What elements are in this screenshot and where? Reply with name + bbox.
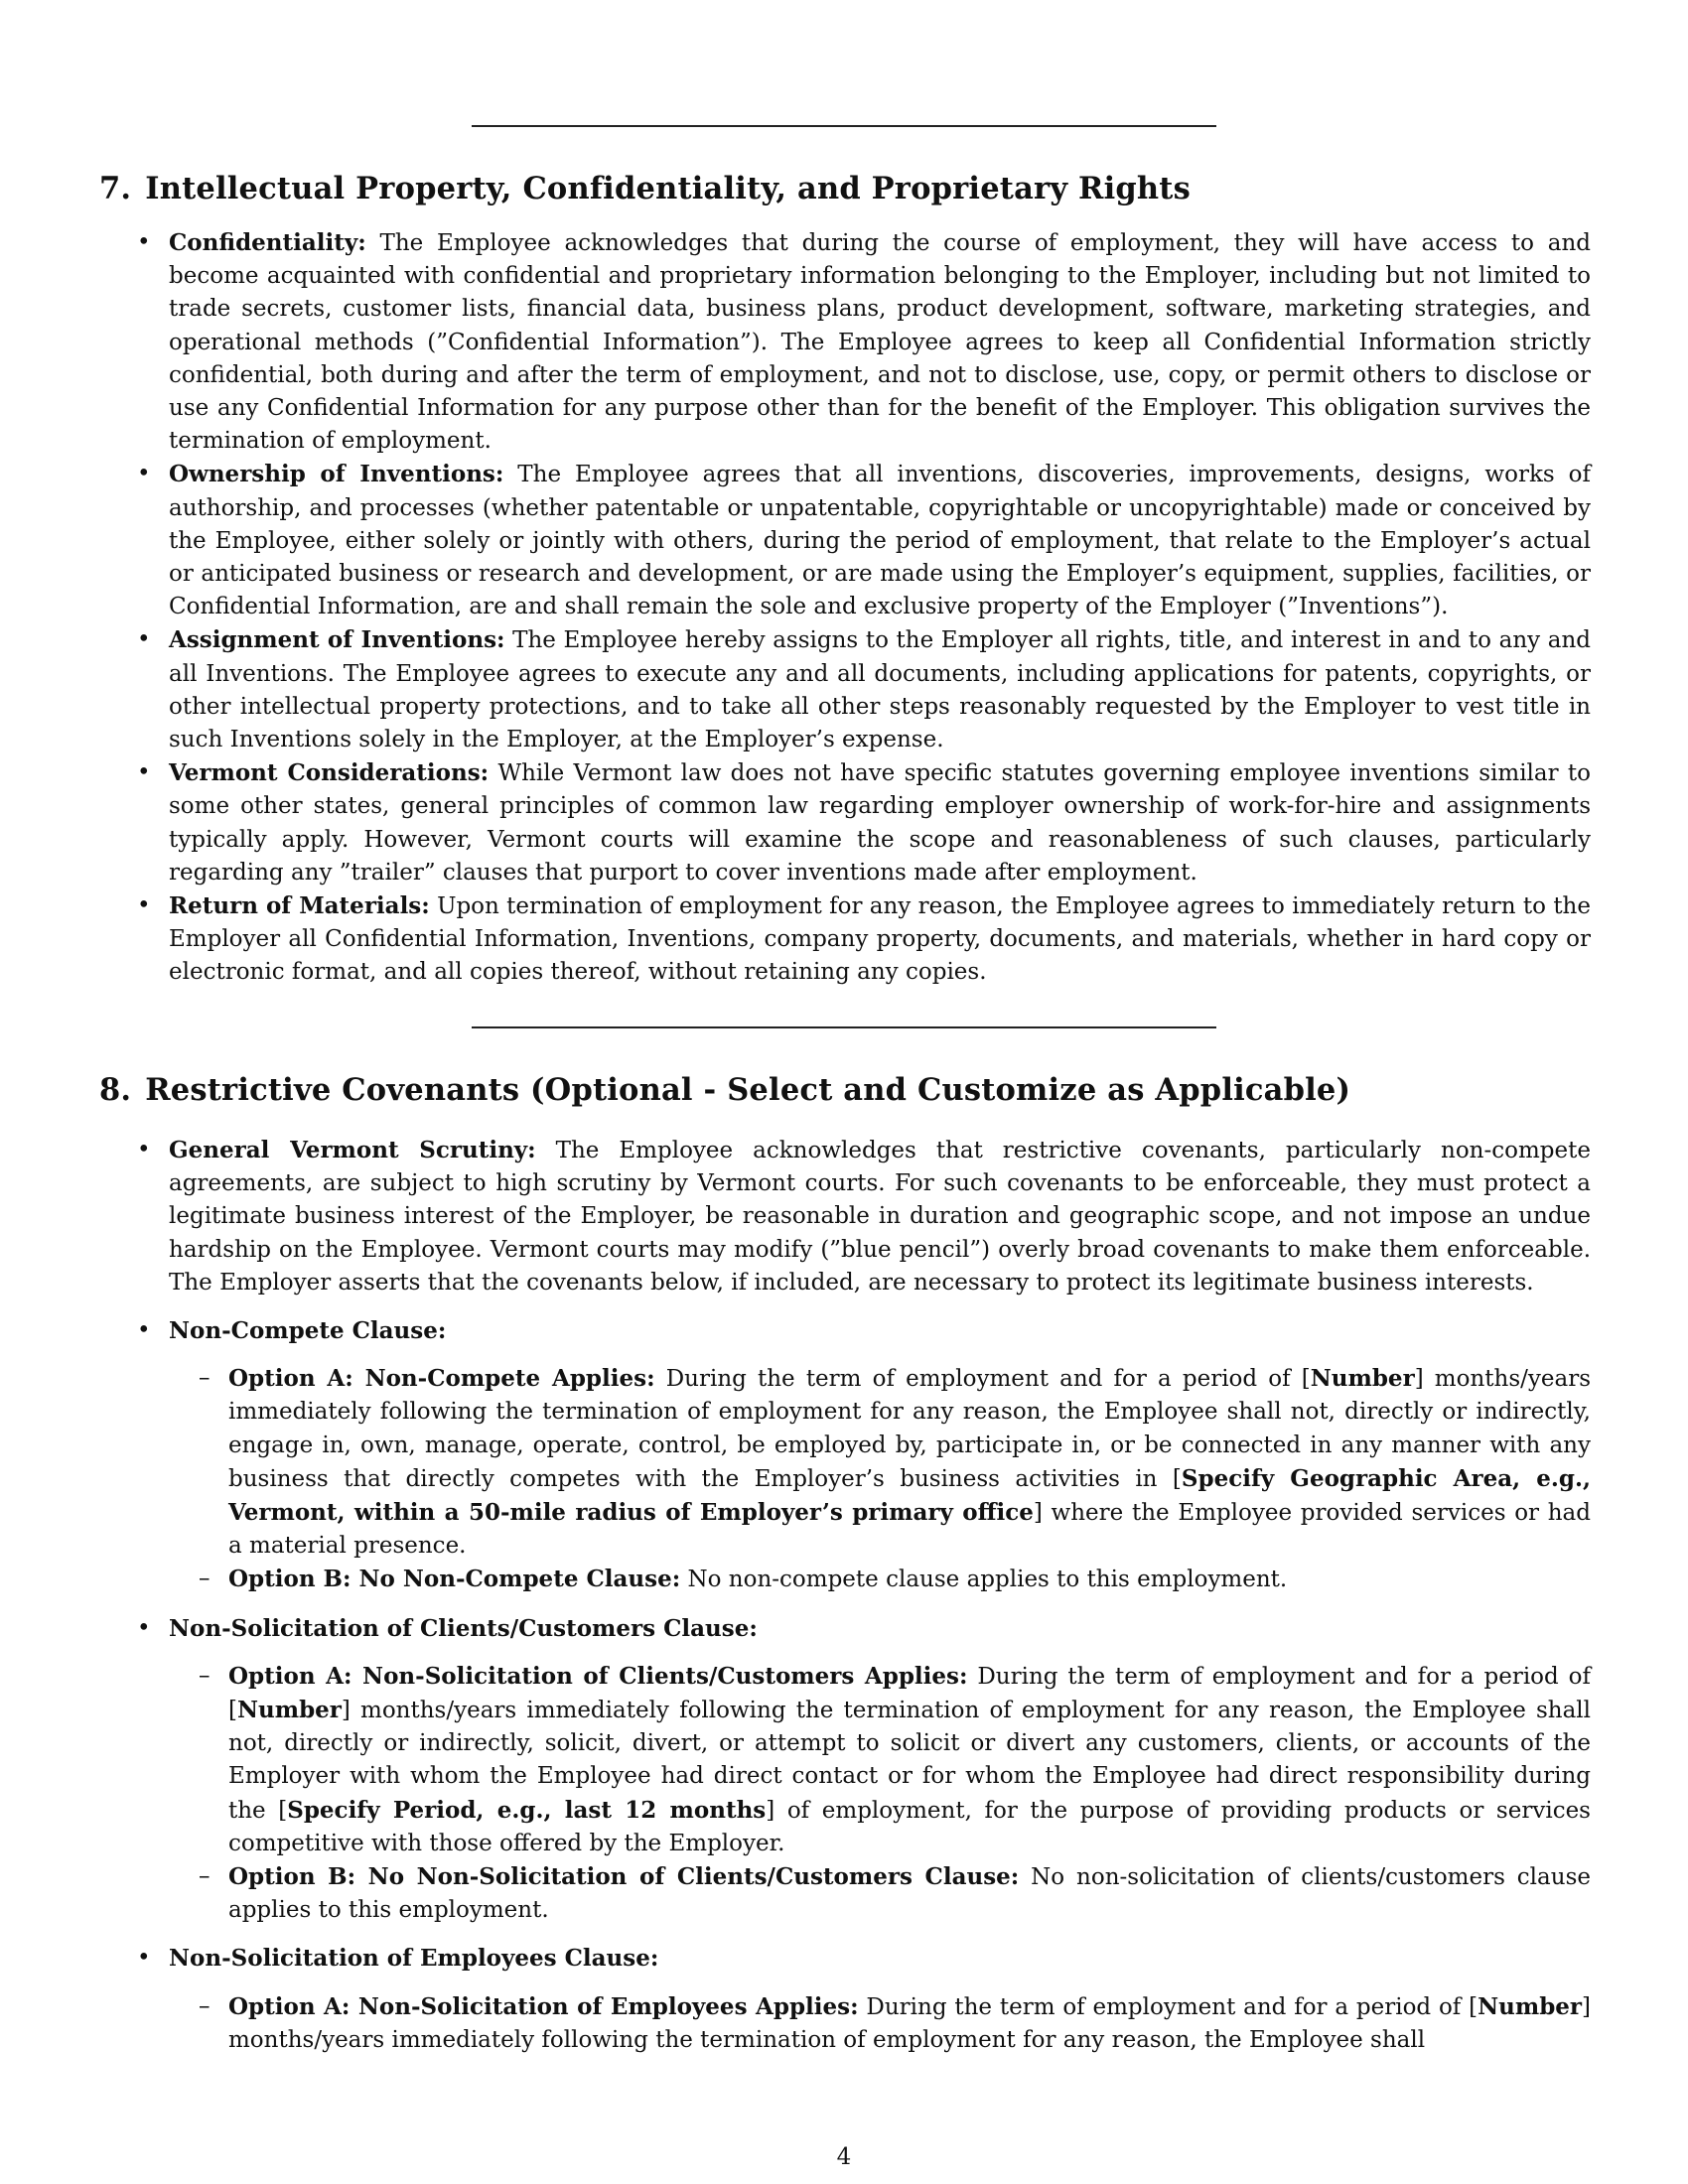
placeholder-number: Number [236,1697,342,1724]
item-text: The Employee agrees that all inventions, discoveries, improvements, designs, works of authorship, and processes (whether patentable or unpatentable, copyrightable or uncopyrightable) made or conceived by the Employee, either solely or jointly with others, during the period of employment, that relate to the Employer’s actual or anticipated business or research and development, or are made using the Employer’s equipment, supplies, facilities, or Confidential Information, are and shall remain the sole and exclusive property of the Employer (”Inventions”). [169,462,1591,620]
sub-option-a [169,1990,1591,2057]
option-text: During the term of employment and for a period of [ [858,1993,1478,2020]
option-label: Option B: No Non-Compete Clause: [228,1566,681,1593]
option-text: ] where the Employee provided services or had a material presence. [228,1500,1591,1560]
sub-option-list [169,1660,1591,1928]
sub-option-b [169,1563,1591,1596]
section-7-heading [99,171,1191,206]
item-text: Upon termination of employment for any reason, the Employee agrees to immediately return to the Employer all Confidential Information, Inventions, company property, documents, and materials, whether in hard copy or electronic format, and all copies thereof, without retaining any copies. [169,893,1591,986]
list-item-ownership-of-inventions [99,458,1591,623]
list-item-assignment-of-inventions [99,623,1591,756]
sub-option-b [169,1860,1591,1927]
option-text: During the term of employment and for a period of [ [228,1663,1591,1724]
option-text: ] months/years immediately following the termination of employment for any reason, the Employee shall not, directly or indirectly, engage in, own, manage, operate, control, be employed by, participate in, or be connected in any manner with any business that directly competes with the Employer’s business activities in [ [228,1366,1592,1492]
sub-option-a [169,1362,1591,1563]
sub-option-a [169,1660,1591,1860]
option-label: Option A: Non-Compete Applies: [228,1365,655,1393]
section-number: 8. [99,1072,132,1108]
item-text: The Employee acknowledges that during the course of employment, they will have access to and become acquainted with confidential and proprietary information belonging to the Employer, including but not limited to trade secrets, customer lists, financial data, business plans, product development, software, marketing strategies, and operational methods (”Confidential Information”). The Employee agrees to keep all Confidential Information strictly confidential, both during and after the term of employment, and not to disclose, use, copy, or permit others to disclose or use any Confidential Information for any purpose other than for the benefit of the Employer. This obligation survives the termination of employment. [169,230,1591,455]
option-label: Option A: Non-Solicitation of Employees Applies: [228,1992,859,2020]
item-text: The Employee hereby assigns to the Employer all rights, title, and interest in and to any and all Inventions. The Employee agrees to execute any and all documents, including applications for patents, copyrights, or other intellectual property protections, and to take all other steps reasonably requested by the Employer to vest title in such Inventions solely in the Employer, at the Employer’s expense. [169,627,1591,753]
section-divider-middle [472,1026,1216,1028]
sub-option-list [169,1362,1591,1596]
item-label: Confidentiality: [169,229,366,256]
section-title: Intellectual Property, Confidentiality, and Proprietary Rights [145,171,1191,206]
item-label: Return of Materials: [169,892,430,920]
section-divider-top [472,125,1216,127]
option-text: No non-compete clause applies to this employment. [680,1567,1288,1593]
item-label: Non-Solicitation of Clients/Customers Clause: [169,1614,758,1642]
placeholder-period: Specify Period, e.g., last 12 months [287,1796,767,1824]
list-item-non-solicitation-employees [99,1942,1591,2057]
section-number: 7. [99,171,132,206]
item-text: The Employee acknowledges that restrictive covenants, particularly non-compete agreements, are subject to high scrutiny by Vermont courts. For such covenants to be enforceable, they must protect a legitimate business interest of the Employer, be reasonable in duration and geographic scope, and not impose an undue hardship on the Employee. Vermont courts may modify (”blue pencil”) overly broad covenants to make them enforceable. The Employer asserts that the covenants below, if included, are necessary to protect its legitimate business interests. [169,1138,1591,1296]
item-label: General Vermont Scrutiny: [169,1137,536,1163]
list-item-return-of-materials [99,889,1591,990]
option-text: ] of employment, for the purpose of providing products or services competitive with those offered by the Employer. [228,1797,1591,1856]
item-text: While Vermont law does not have specific statutes governing employee inventions similar to some other states, general principles of common law regarding employer ownership of work-for-hire and assignments typically apply. However, Vermont courts will examine the scope and reasonableness of such clauses, particularly regarding any ”trailer” clauses that purport to cover inventions made after employment. [169,760,1591,886]
section-title: Restrictive Covenants (Optional - Select and Customize as Applicable) [145,1072,1351,1108]
option-text: ] months/years immediately following the termination of employment for any reason, the Employee shall [228,1993,1592,2053]
placeholder-geographic-area: Specify Geographic Area, e.g., Vermont, within a 50-mile radius of Employer’s primary office [228,1464,1592,1527]
section-8-heading [99,1072,1350,1108]
option-text: ] months/years immediately following the termination of employment for any reason, the Employee shall not, directly or indirectly, solicit, divert, or attempt to solicit or divert any customers, clients, or accounts of the Employer with whom the Employee had direct contact or for whom the Employee had direct responsibility during the [ [228,1698,1591,1824]
item-label: Non-Compete Clause: [169,1317,447,1345]
item-label: Non-Solicitation of Employees Clause: [169,1945,659,1973]
list-item-non-solicitation-clients [99,1612,1591,1928]
option-text: No non-solicitation of clients/customers clause applies to this employment. [228,1864,1591,1924]
list-item-non-compete [99,1314,1591,1597]
item-label: Ownership of Inventions: [169,461,504,488]
page-number: 4 [836,2144,852,2170]
sub-option-list [169,1990,1591,2057]
list-item-general-vermont-scrutiny [99,1134,1591,1299]
list-item-confidentiality [99,226,1591,458]
option-text: During the term of employment and for a period of [ [654,1366,1311,1393]
list-item-vermont-considerations [99,756,1591,889]
item-label: Assignment of Inventions: [169,626,505,654]
section-8-list [99,1134,1591,2057]
option-label: Option A: Non-Solicitation of Clients/Customers Applies: [228,1662,968,1690]
item-label: Vermont Considerations: [169,759,490,787]
placeholder-number: Number [1477,1992,1583,2020]
section-7-list [99,226,1591,990]
placeholder-number: Number [1310,1365,1415,1393]
option-label: Option B: No Non-Solicitation of Clients/Customers Clause: [228,1863,1020,1891]
